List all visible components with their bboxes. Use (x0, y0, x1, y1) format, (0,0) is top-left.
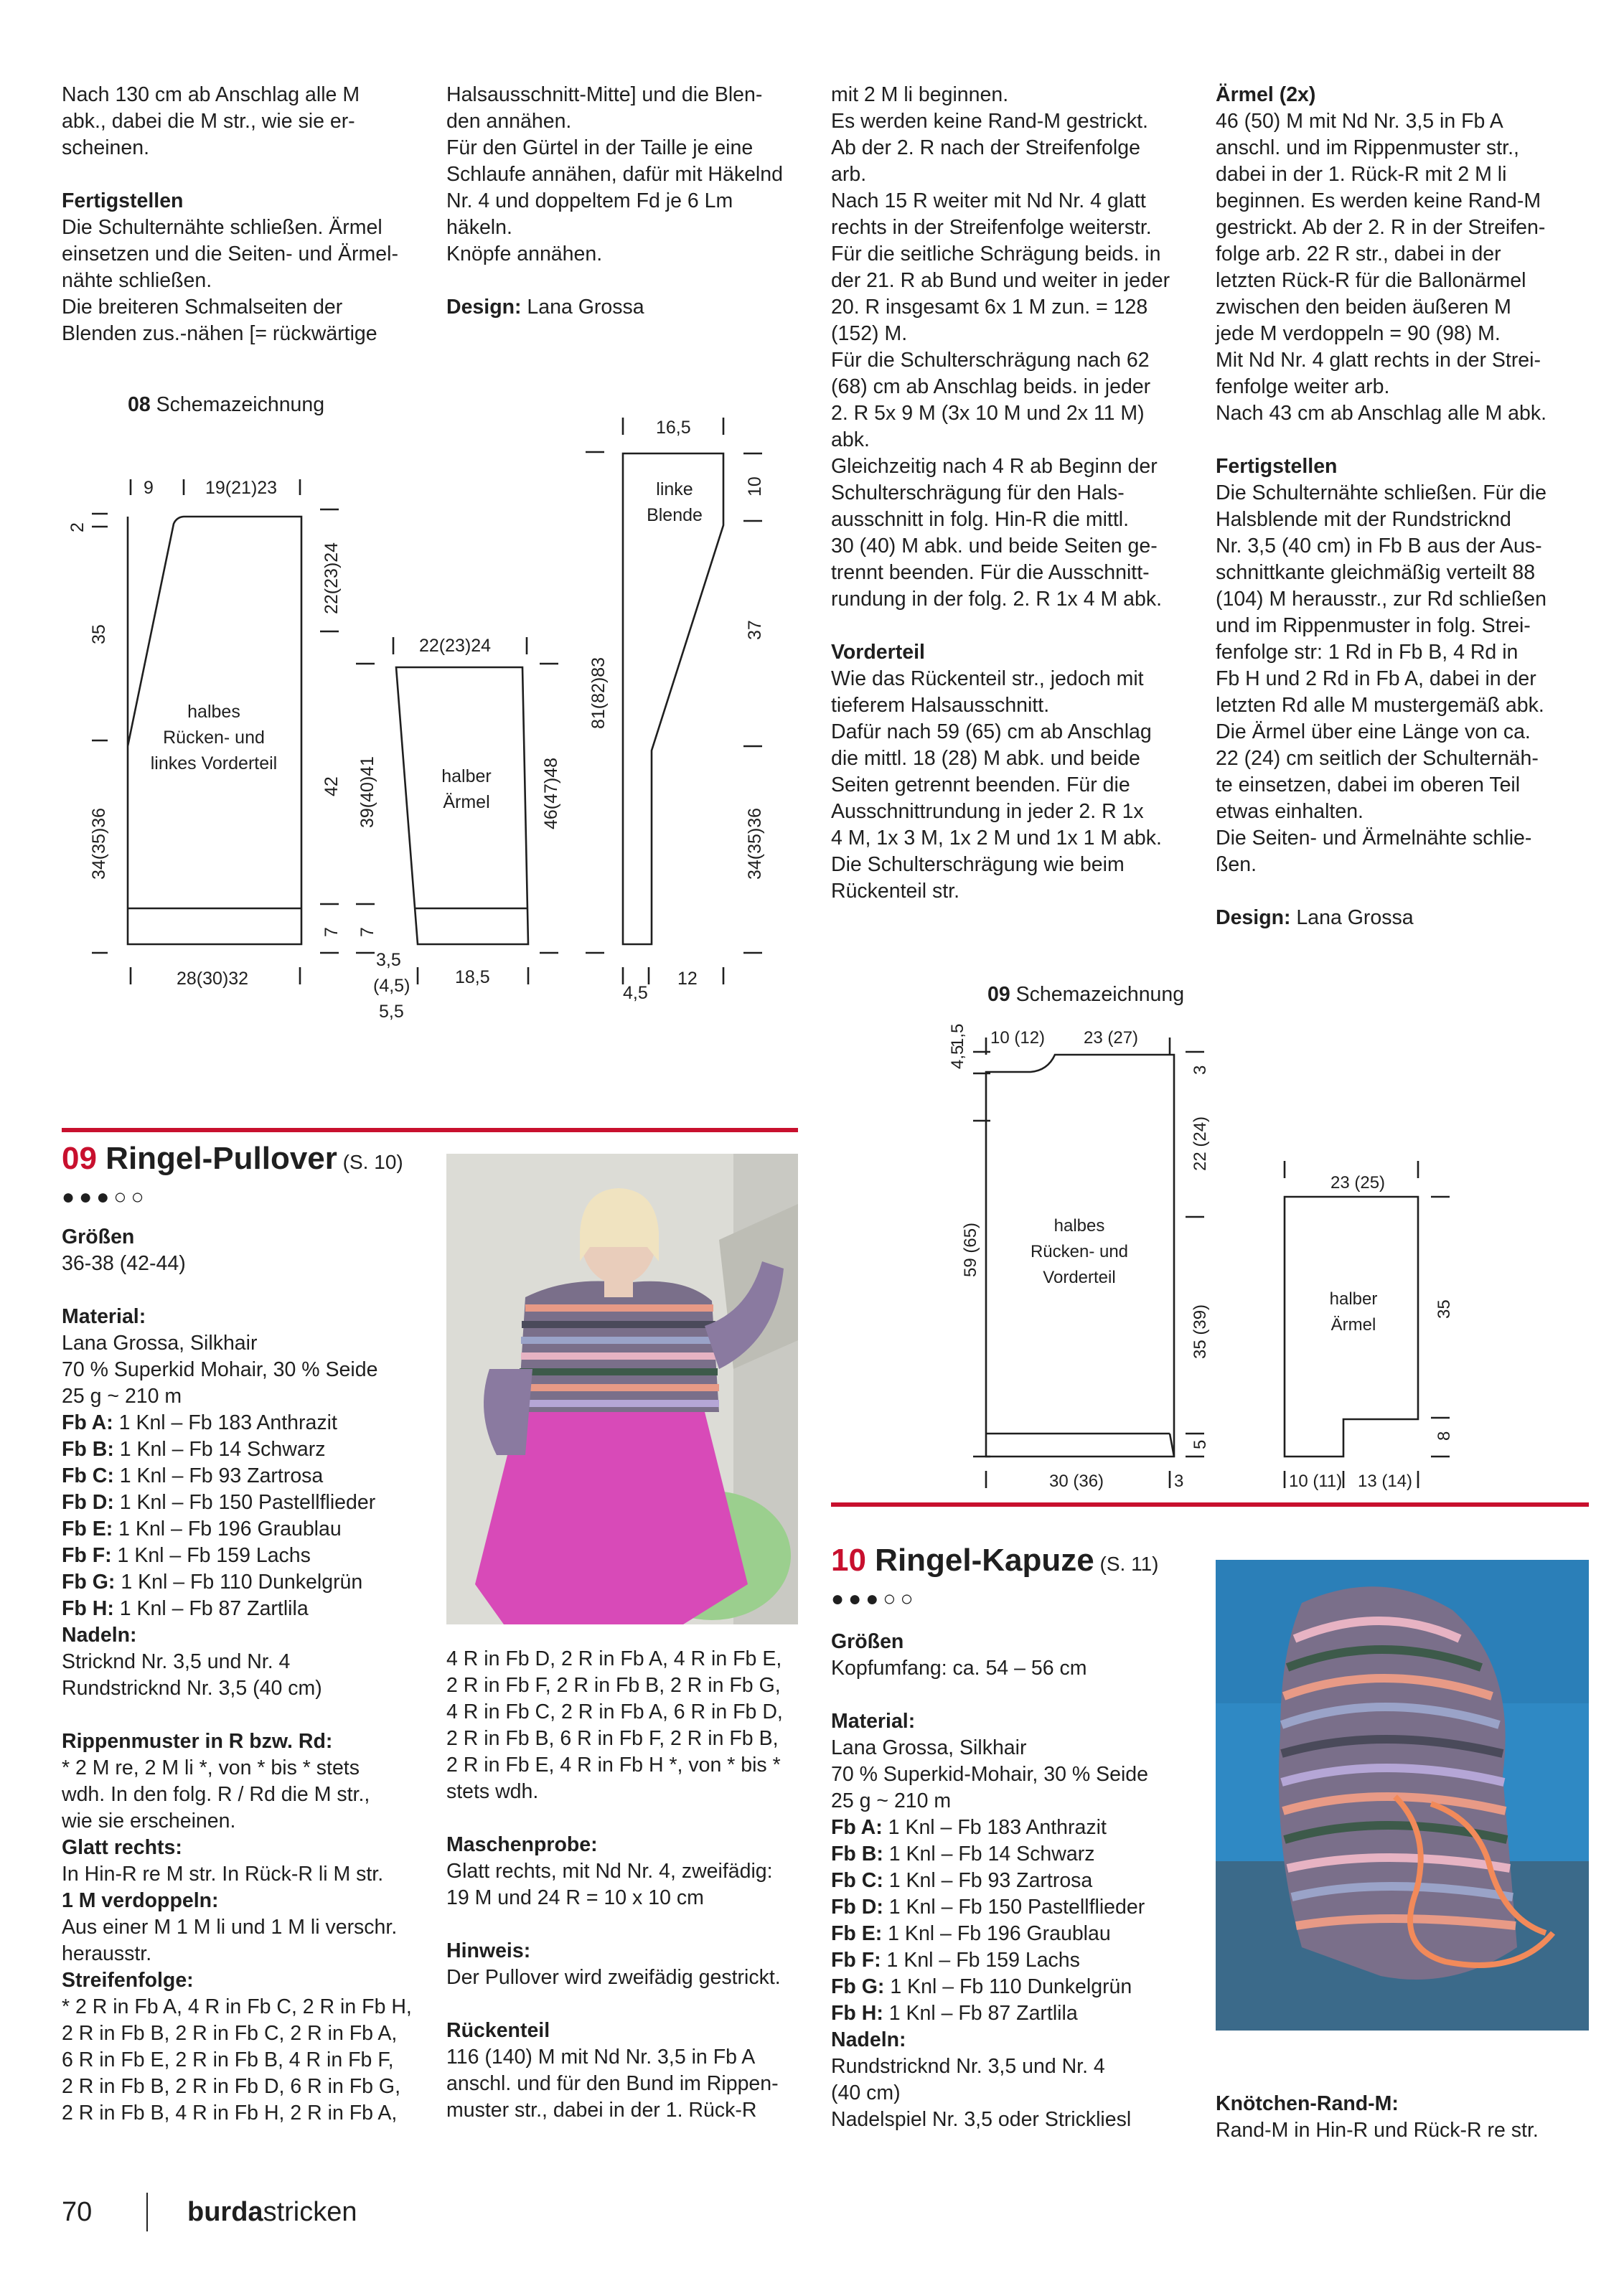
text-line: Nadelspiel Nr. 3,5 oder Strickliesl (831, 2108, 1132, 2131)
section09-rule (62, 1128, 798, 1132)
text-line (1216, 878, 1589, 905)
text-line: Ab der 2. R nach der Streifenfolge (831, 136, 1140, 159)
d09-r-35: 35 (39) (1191, 1304, 1210, 1359)
text-line: Vorderteil (831, 641, 925, 664)
text-line: beginnen. Es werden keine Rand-M (1216, 189, 1541, 212)
text-line: dabei in der 1. Rück-R mit 2 M li (1216, 163, 1507, 186)
text-line: 30 (40) M abk. und beide Seiten ge- (831, 535, 1158, 557)
text-line: trennt beenden. Für die Ausschnitt- (831, 561, 1150, 584)
text-line: den annähen. (446, 110, 572, 133)
text-line: Für den Gürtel in der Taille je eine (446, 136, 754, 159)
text-line: 2 R in Fb E, 4 R in Fb H *, von * bis * (446, 1754, 781, 1777)
text-line: rechts in der Streifenfolge weiterstr. (831, 216, 1152, 239)
d09-r-5: 5 (1191, 1439, 1210, 1449)
d09-sl-2: Ärmel (1330, 1315, 1376, 1335)
d09-body-1: halbes (1053, 1216, 1105, 1236)
col1-bottom (62, 1224, 435, 2127)
d08-sl-7: 7 (357, 927, 377, 937)
text-line: Rundstricknd Nr. 3,5 (40 cm) (62, 1677, 322, 1700)
text-line: Fb C: 1 Knl – Fb 93 Zartrosa (62, 1464, 324, 1487)
text-line: Material: (62, 1305, 146, 1328)
text-line: nähte schließen. (62, 269, 212, 292)
text-line: Mit Nd Nr. 4 glatt rechts in der Strei- (1216, 349, 1541, 372)
text-line: Fb A: 1 Knl – Fb 183 Anthrazit (62, 1411, 337, 1434)
text-line: 2 R in Fb B, 4 R in Fb H, 2 R in Fb A, (62, 2102, 398, 2125)
page-number: 70 (62, 2197, 93, 2227)
text-line: Glatt rechts: (62, 1836, 182, 1859)
brand-logo: burdastricken (187, 2197, 357, 2227)
text-line: abk., dabei die M str., wie sie er- (62, 110, 355, 133)
text-line: Lana Grossa, Silkhair (831, 1736, 1027, 1759)
d09-r-3: 3 (1191, 1065, 1210, 1075)
text-line: scheinen. (62, 136, 150, 159)
text-line: schnittkante gleichmäßig verteilt 88 (1216, 561, 1536, 584)
text-line: Fb F: 1 Knl – Fb 159 Lachs (62, 1544, 311, 1567)
text-line: Für die Schulterschrägung nach 62 (831, 349, 1150, 372)
text-line (831, 1682, 1204, 1708)
text-line: 20. R insgesamt 6x 1 M zun. = 128 (831, 296, 1148, 319)
text-line: Knöpfe annähen. (446, 243, 603, 265)
text-line: 4 R in Fb C, 2 R in Fb A, 6 R in Fb D, (446, 1700, 783, 1723)
text-line: stets wdh. (446, 1780, 539, 1803)
text-line: Schlaufe annähen, dafür mit Häkelnd (446, 163, 783, 186)
text-line: * 2 R in Fb A, 4 R in Fb C, 2 R in Fb H, (62, 1995, 412, 2018)
text-line: Aus einer M 1 M li und 1 M li verschr. (62, 1916, 398, 1939)
text-line: Fb A: 1 Knl – Fb 183 Anthrazit (831, 1816, 1107, 1839)
text-line: Die breiteren Schmalseiten der (62, 296, 343, 319)
text-line: Fertigstellen (1216, 455, 1338, 478)
text-line: Fb H und 2 Rd in Fb A, dabei in der (1216, 667, 1536, 690)
d09-sl-1: halber (1329, 1289, 1378, 1309)
d08-sl-b2: (4,5) (373, 976, 410, 996)
text-line: 2 R in Fb F, 2 R in Fb B, 2 R in Fb G, (446, 1674, 781, 1697)
text-line: 1 M verdoppeln: (62, 1889, 219, 1912)
text-line: Nach 130 cm ab Anschlag alle M (62, 83, 360, 106)
text-line: anschl. und für den Bund im Rippen- (446, 2072, 779, 2095)
diagram09 (897, 1019, 1615, 1507)
text-line: Rundstricknd Nr. 3,5 und Nr. 4 (831, 2055, 1105, 2078)
text-line: (68) cm ab Anschlag beids. in jeder (831, 375, 1151, 398)
text-line: Fb E: 1 Knl – Fb 196 Graublau (831, 1922, 1111, 1945)
text-line: Rückenteil str. (831, 880, 959, 903)
d08-bl-r10: 10 (745, 476, 765, 497)
text-line (446, 1805, 820, 1832)
d09-b-3: 3 (1174, 1472, 1184, 1491)
text-line: Nr. 3,5 (40 cm) in Fb B aus der Aus- (1216, 535, 1542, 557)
text-line: Schulterschrägung für den Hals- (831, 481, 1125, 504)
d08-sl-b4: 18,5 (455, 967, 490, 987)
text-line: Hinweis: (446, 1939, 531, 1962)
section09-difficulty: ●●●○○ (62, 1185, 149, 1209)
text-line: Nadeln: (62, 1624, 137, 1647)
d08-back-l3: linkes Vorderteil (150, 753, 278, 773)
text-line: Fertigstellen (62, 189, 184, 212)
text-line (831, 613, 1204, 639)
text-line: ausschnitt in folg. Hin-R die mittl. (831, 508, 1129, 531)
text-line: ßen. (1216, 853, 1257, 876)
section10-rule (831, 1502, 1589, 1507)
text-line: 22 (24) cm seitlich der Schulternäh- (1216, 747, 1539, 770)
d08-sl-left: 39(40)41 (357, 756, 377, 828)
text-line: Streifenfolge: (62, 1969, 194, 1992)
d08-bl-left: 81(82)83 (588, 657, 609, 729)
text-line: Die Schulternähte schließen. Ärmel (62, 216, 382, 239)
col2-bottom (446, 1646, 820, 2124)
text-line: 4 R in Fb D, 2 R in Fb A, 4 R in Fb E, (446, 1647, 782, 1670)
text-line (446, 1911, 820, 1938)
d08-sl-b1: 3,5 (376, 950, 401, 970)
text-line: Kopfumfang: ca. 54 – 56 cm (831, 1657, 1087, 1680)
text-line: (40 cm) (831, 2081, 901, 2104)
col3-top (831, 82, 1204, 905)
text-line: fenfolge str: 1 Rd in Fb B, 4 Rd in (1216, 641, 1519, 664)
d08-bl-b45: 4,5 (623, 983, 648, 1003)
text-line (62, 1702, 435, 1728)
text-line: Maschenprobe: (446, 1833, 598, 1856)
text-line: Fb D: 1 Knl – Fb 150 Pastellflieder (62, 1491, 376, 1514)
text-line: etwas einhalten. (1216, 800, 1363, 823)
text-line: Für die seitliche Schrägung beids. in (831, 243, 1161, 265)
text-line: 116 (140) M mit Nd Nr. 3,5 in Fb A (446, 2046, 756, 2069)
text-line: letzten Rd alle M mustergemäß abk. (1216, 694, 1544, 717)
d08-bl-r37: 37 (745, 620, 765, 640)
text-line: Nach 43 cm ab Anschlag alle M abk. (1216, 402, 1546, 425)
section09-title: 09 Ringel-Pullover (S. 10) (62, 1141, 403, 1176)
d08-bl-r34: 34(35)36 (745, 807, 765, 880)
text-line: Knötchen-Rand-M: (1216, 2092, 1399, 2115)
text-line: herausstr. (62, 1942, 152, 1965)
text-line: 6 R in Fb E, 2 R in Fb B, 4 R in Fb F, (62, 2048, 394, 2071)
text-line: 4 M, 1x 3 M, 1x 2 M und 1x 1 M abk. (831, 827, 1162, 850)
text-line: Rand-M in Hin-R und Rück-R re str. (1216, 2119, 1539, 2142)
text-line: Die Schulterschrägung wie beim (831, 853, 1125, 876)
text-line: wie sie erscheinen. (62, 1810, 236, 1832)
text-line: Fb C: 1 Knl – Fb 93 Zartrosa (831, 1869, 1093, 1892)
d09-body-2: Rücken- und (1030, 1242, 1129, 1261)
text-line: muster str., dabei in der 1. Rück-R (446, 2099, 757, 2122)
text-line: In Hin-R re M str. In Rück-R li M str. (62, 1863, 384, 1886)
text-line: Blenden zus.-nähen [= rückwärtige (62, 322, 377, 345)
text-line: Seiten getrennt beenden. Für die (831, 773, 1130, 796)
text-line: Gleichzeitig nach 4 R ab Beginn der (831, 455, 1158, 478)
text-line: Ausschnittrundung in jeder 2. R 1x (831, 800, 1144, 823)
text-line: 2 R in Fb B, 2 R in Fb C, 2 R in Fb A, (62, 2022, 398, 2045)
text-line (1216, 427, 1589, 453)
text-line: Fb B: 1 Knl – Fb 14 Schwarz (62, 1438, 326, 1461)
d08-bl-top: 16,5 (656, 418, 691, 438)
text-line: Glatt rechts, mit Nd Nr. 4, zweifädig: (446, 1860, 773, 1883)
text-line: Fb E: 1 Knl – Fb 196 Graublau (62, 1518, 342, 1540)
d08-r-22: 22(23)24 (321, 542, 342, 614)
d09-l-45: 4,5 (948, 1045, 967, 1069)
text-line: die mittl. 18 (28) M abk. und beide (831, 747, 1140, 770)
text-line: und im Rippenmuster in folg. Strei- (1216, 614, 1531, 637)
d09-sl-top: 23 (25) (1330, 1173, 1386, 1192)
d08-bl-l1: linke (656, 479, 693, 499)
text-line: Lana Grossa, Silkhair (62, 1332, 258, 1355)
d09-sl-b10: 10 (11) (1289, 1472, 1343, 1491)
text-line: 70 % Superkid Mohair, 30 % Seide (62, 1358, 378, 1381)
text-line: rundung in der folg. 2. R 1x 4 M abk. (831, 588, 1163, 611)
text-line: der 21. R ab Bund und weiter in jeder (831, 269, 1170, 292)
hood-photo (1216, 1560, 1589, 2031)
text-line: 36-38 (42-44) (62, 1252, 186, 1275)
col4-top (1216, 82, 1589, 931)
d08-bottom-28: 28(30)32 (177, 969, 249, 989)
d09-sl-8: 8 (1435, 1431, 1454, 1441)
d08-top-19: 19(21)23 (205, 478, 278, 498)
text-line: Fb H: 1 Knl – Fb 87 Zartlila (831, 2002, 1078, 2025)
text-line: 25 g ~ 210 m (831, 1789, 952, 1812)
text-line: mit 2 M li beginnen. (831, 83, 1009, 106)
text-line: wdh. In den folg. R / Rd die M str., (62, 1783, 370, 1806)
d09-l-15: 1,5 (948, 1023, 967, 1048)
d08-left-34: 34(35)36 (89, 807, 109, 880)
text-line: (152) M. (831, 322, 908, 345)
text-line: Halsblende mit der Rundstricknd (1216, 508, 1511, 531)
text-line: jede M verdoppeln = 90 (98) M. (1216, 322, 1501, 345)
text-line: Rippenmuster in R bzw. Rd: (62, 1730, 333, 1753)
text-line: Größen (62, 1225, 135, 1248)
diagram08-caption: 08 Schemazeichnung (128, 393, 325, 416)
text-line: te einsetzen, dabei im oberen Teil (1216, 773, 1521, 796)
text-line: Rückenteil (446, 2019, 550, 2042)
text-line: Fb G: 1 Knl – Fb 110 Dunkelgrün (62, 1571, 363, 1594)
text-line: Nach 15 R weiter mit Nd Nr. 4 glatt (831, 189, 1146, 212)
text-line: häkeln. (446, 216, 512, 239)
col3-bottom (831, 1629, 1204, 2133)
text-line: Design: Lana Grossa (446, 296, 644, 319)
text-line: arb. (831, 163, 867, 186)
text-line: 2 R in Fb B, 2 R in Fb D, 6 R in Fb G, (62, 2075, 400, 2098)
d08-sl-b3: 5,5 (379, 1002, 404, 1022)
text-line: 19 M und 24 R = 10 x 10 cm (446, 1886, 704, 1909)
text-line: gestrickt. Ab der 2. R in der Streifen- (1216, 216, 1546, 239)
d08-r-7: 7 (321, 927, 342, 937)
d08-back-l1: halbes (187, 702, 240, 722)
section10-difficulty: ●●●○○ (831, 1587, 918, 1611)
d08-sl-top: 22(23)24 (419, 636, 492, 656)
text-line: Größen (831, 1630, 904, 1653)
text-line: Die Ärmel über eine Länge von ca. (1216, 720, 1531, 743)
col4-bottom (1216, 2091, 1589, 2144)
page-footer (62, 2196, 357, 2229)
text-line: Halsausschnitt-Mitte] und die Blen- (446, 83, 763, 106)
d08-bl-l2: Blende (647, 505, 703, 525)
d08-r-42: 42 (321, 776, 342, 796)
text-line: Fb G: 1 Knl – Fb 110 Dunkelgrün (831, 1975, 1132, 1998)
text-line: 46 (50) M mit Nd Nr. 3,5 in Fb A (1216, 110, 1503, 133)
text-line: anschl. und im Rippenmuster str., (1216, 136, 1519, 159)
d09-body-3: Vorderteil (1043, 1268, 1116, 1287)
text-line: einsetzen und die Seiten- und Ärmel- (62, 243, 398, 265)
d08-sl-l2: Ärmel (443, 792, 490, 812)
text-line: Fb B: 1 Knl – Fb 14 Schwarz (831, 1843, 1095, 1866)
pullover-photo (446, 1154, 798, 1624)
d09-top-10: 10 (12) (990, 1028, 1046, 1048)
text-line: zwischen den beiden äußeren M (1216, 296, 1511, 319)
text-line: Design: Lana Grossa (1216, 906, 1414, 929)
text-line: letzten Rück-R für die Ballonärmel (1216, 269, 1526, 292)
text-line: Es werden keine Rand-M gestrickt. (831, 110, 1148, 133)
text-line: Material: (831, 1710, 916, 1733)
text-line: abk. (831, 428, 870, 451)
d09-r-22: 22 (24) (1191, 1116, 1210, 1171)
text-line: 2. R 5x 9 M (3x 10 M und 2x 11 M) (831, 402, 1145, 425)
footer-separator (146, 2193, 148, 2231)
text-line: fenfolge weiter arb. (1216, 375, 1390, 398)
text-line: Die Seiten- und Ärmelnähte schlie- (1216, 827, 1532, 850)
d09-top-23: 23 (27) (1084, 1028, 1139, 1048)
d09-l-59: 59 (65) (961, 1222, 980, 1277)
text-line: Wie das Rückenteil str., jedoch mit (831, 667, 1144, 690)
text-line: 2 R in Fb B, 6 R in Fb F, 2 R in Fb B, (446, 1727, 779, 1750)
d09-sl-35: 35 (1435, 1299, 1454, 1319)
text-line: Nr. 4 und doppeltem Fd je 6 Lm (446, 189, 733, 212)
d08-bl-b12: 12 (677, 969, 698, 989)
d08-top-9: 9 (144, 478, 154, 498)
text-line: 25 g ~ 210 m (62, 1385, 182, 1408)
text-line: * 2 M re, 2 M li *, von * bis * stets (62, 1756, 360, 1779)
text-line: Stricknd Nr. 3,5 und Nr. 4 (62, 1650, 291, 1673)
text-line: Die Schulternähte schließen. Für die (1216, 481, 1546, 504)
section10-title: 10 Ringel-Kapuze (S. 11) (831, 1543, 1159, 1578)
text-line: Fb F: 1 Knl – Fb 159 Lachs (831, 1949, 1080, 1972)
text-line: Dafür nach 59 (65) cm ab Anschlag (831, 720, 1152, 743)
text-line: Fb D: 1 Knl – Fb 150 Pastellflieder (831, 1896, 1145, 1919)
d08-back-l2: Rücken- und (163, 728, 265, 748)
text-line (62, 1277, 435, 1304)
text-line: tieferem Halsausschnitt. (831, 694, 1050, 717)
d09-sl-b13: 13 (14) (1358, 1472, 1413, 1491)
diagram08 (0, 0, 818, 1048)
text-line: Der Pullover wird zweifädig gestrickt. (446, 1966, 781, 1989)
d08-left-2: 2 (67, 522, 88, 532)
d08-left-35: 35 (89, 624, 109, 644)
d09-b-30: 30 (36) (1049, 1472, 1104, 1491)
text-line: 70 % Superkid-Mohair, 30 % Seide (831, 1763, 1149, 1786)
d08-sl-l1: halber (441, 766, 492, 786)
text-line: Ärmel (2x) (1216, 83, 1316, 106)
diagram09-caption: 09 Schemazeichnung (987, 983, 1185, 1006)
text-line: Nadeln: (831, 2028, 906, 2051)
text-line: (104) M herausstr., zur Rd schließen (1216, 588, 1546, 611)
text-line: folge arb. 22 R str., dabei in der (1216, 243, 1501, 265)
d08-sl-right: 46(47)48 (541, 757, 561, 829)
text-line (446, 1991, 820, 2018)
text-line: Fb H: 1 Knl – Fb 87 Zartlila (62, 1597, 309, 1620)
